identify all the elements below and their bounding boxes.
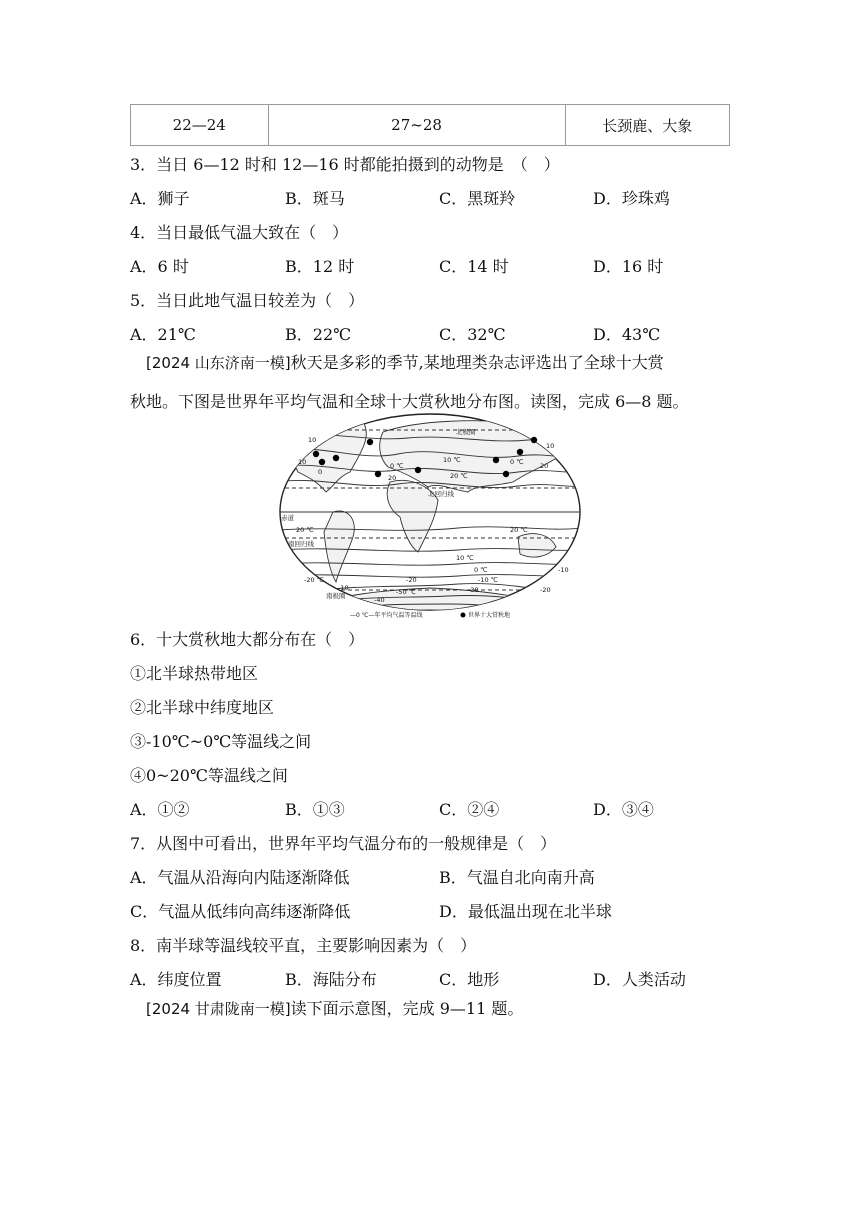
iso-label: -10 ℃ xyxy=(478,576,498,584)
intro-text-b: 秋地。下图是世界年平均气温和全球十大赏秋地分布图。读图，完成 6—8 题。 xyxy=(130,392,689,411)
q8-option-c: C．地形 xyxy=(439,970,500,989)
q3-option-a: A．狮子 xyxy=(130,189,190,208)
iso-label: 10 ℃ xyxy=(456,554,474,562)
q6-option-c: C．②④ xyxy=(439,800,500,819)
label-tropic-north: 北回归线 xyxy=(428,490,454,498)
q5-option-d: D．43℃ xyxy=(593,325,661,344)
iso-label: 10 xyxy=(308,436,317,444)
q3-option-b: B．斑马 xyxy=(285,189,345,208)
autumn-spot xyxy=(503,471,509,477)
map-svg xyxy=(278,412,582,620)
intro-paragraph-2 xyxy=(130,992,730,1026)
question-8-stem: 8．南半球等温线较平直，主要影响因素为（ ） xyxy=(130,936,477,955)
autumn-spot xyxy=(333,455,339,461)
iso-label: -10 xyxy=(558,566,569,574)
iso-label: -30 xyxy=(468,586,479,594)
label-tropic-south: 南回归线 xyxy=(288,540,314,548)
q8-option-b: B．海陆分布 xyxy=(285,970,377,989)
label-arctic: 北极圈 xyxy=(456,428,476,436)
q7-option-a: A．气温从沿海向内陆逐渐降低 xyxy=(130,868,350,887)
iso-label: 0 ℃ xyxy=(390,462,404,470)
q3-option-c: C．黑斑羚 xyxy=(439,189,516,208)
autumn-spot xyxy=(415,467,421,473)
iso-label: -40 xyxy=(374,596,385,604)
intro2-text: 读下面示意图，完成 9—11 题。 xyxy=(290,999,524,1018)
iso-label: 20 ℃ xyxy=(296,526,314,534)
q6-item-3: ③-10℃~0℃等温线之间 xyxy=(130,732,312,751)
iso-label: -20 ℃ xyxy=(304,576,324,584)
q7-option-b: B．气温自北向南升高 xyxy=(439,868,595,887)
iso-label: 10 ℃ xyxy=(443,456,461,464)
iso-label: 10 xyxy=(298,458,307,466)
label-antarctic: 南极圈 xyxy=(326,592,346,600)
iso-label: 0 ℃ xyxy=(474,566,488,574)
autumn-spot xyxy=(517,449,523,455)
q5-option-a: A．21℃ xyxy=(130,325,196,344)
q4-option-d: D．16 时 xyxy=(593,257,664,276)
question-3-stem: 3．当日 6—12 时和 12—16 时都能拍摄到的动物是 （ ） xyxy=(130,155,560,174)
source-tag: [2024 甘肃陇南一模] xyxy=(146,1000,291,1018)
q6-item-2: ②北半球中纬度地区 xyxy=(130,698,275,717)
table-cell: 27~28 xyxy=(269,105,566,145)
autumn-spot xyxy=(375,471,381,477)
autumn-spot xyxy=(319,459,325,465)
legend-spot: 世界十大赏秋地 xyxy=(468,612,511,619)
label-equator: 赤道 xyxy=(281,514,294,522)
iso-label: -20 xyxy=(540,586,551,594)
world-temperature-map xyxy=(278,412,582,620)
q7-option-c: C．气温从低纬向高纬逐渐降低 xyxy=(130,902,351,921)
iso-label: -10 xyxy=(338,584,349,592)
q6-option-d: D．③④ xyxy=(593,800,654,819)
autumn-spot xyxy=(493,457,499,463)
iso-label: -20 xyxy=(406,576,417,584)
iso-label: 20 xyxy=(540,462,549,470)
legend-isotherm: —0 ℃—年平均气温等温线 xyxy=(350,612,423,619)
q5-option-c: C．32℃ xyxy=(439,325,506,344)
q4-option-b: B．12 时 xyxy=(285,257,355,276)
q5-option-b: B．22℃ xyxy=(285,325,352,344)
question-7-stem: 7．从图中可看出，世界年平均气温分布的一般规律是（ ） xyxy=(130,834,557,853)
data-table-row xyxy=(130,104,730,146)
q8-option-a: A．纬度位置 xyxy=(130,970,222,989)
q6-option-b: B．①③ xyxy=(285,800,345,819)
iso-label: -50 ℃ xyxy=(396,588,416,596)
iso-label: 20 ℃ xyxy=(450,472,468,480)
table-cell: 22—24 xyxy=(131,105,269,145)
autumn-spot xyxy=(367,439,373,445)
autumn-spot xyxy=(313,451,319,457)
q3-option-d: D．珍珠鸡 xyxy=(593,189,670,208)
iso-label: 0 ℃ xyxy=(510,458,524,466)
question-6-stem: 6．十大赏秋地大都分布在（ ） xyxy=(130,630,365,649)
intro-paragraph-1 xyxy=(130,346,730,380)
q6-option-a: A．①② xyxy=(130,800,190,819)
iso-label: 10 xyxy=(546,442,555,450)
q8-option-d: D．人类活动 xyxy=(593,970,686,989)
q6-item-1: ①北半球热带地区 xyxy=(130,664,259,683)
iso-label: 20 ℃ xyxy=(510,526,528,534)
source-tag: [2024 山东济南一模] xyxy=(146,354,291,372)
iso-label: 20 xyxy=(388,474,397,482)
intro-text-a: 秋天是多彩的季节,某地理类杂志评选出了全球十大赏 xyxy=(290,353,664,372)
question-4-stem: 4．当日最低气温大致在（ ） xyxy=(130,223,349,242)
table-cell: 长颈鹿、大象 xyxy=(602,116,693,135)
q6-item-4: ④0~20℃等温线之间 xyxy=(130,766,288,785)
q4-option-a: A．6 时 xyxy=(130,257,189,276)
question-5-stem: 5．当日此地气温日较差为（ ） xyxy=(130,291,365,310)
q7-option-d: D．最低温出现在北半球 xyxy=(439,902,612,921)
legend-spot-marker xyxy=(461,613,466,618)
q4-option-c: C．14 时 xyxy=(439,257,509,276)
autumn-spot xyxy=(531,437,537,443)
iso-label: 0 xyxy=(318,468,323,476)
